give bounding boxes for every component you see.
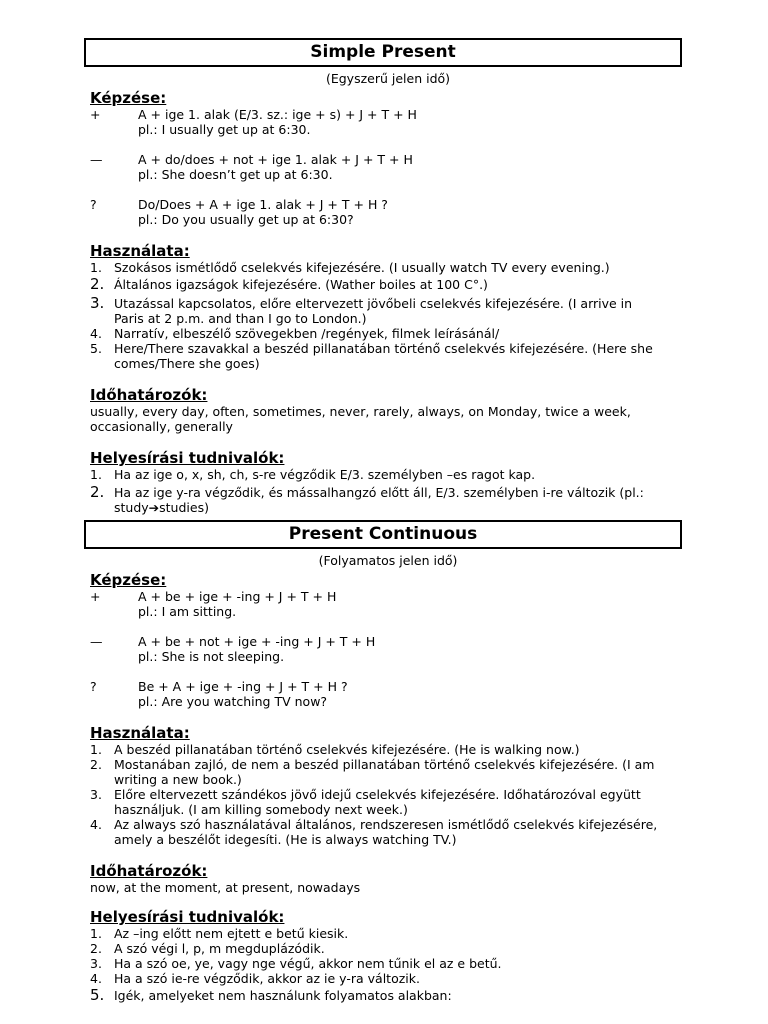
list-item: 1. Az –ing előtt nem ejtett e betű kiesik. — [90, 926, 349, 941]
formation-formula: Do/Does + A + ige 1. alak + J + T + H ? — [138, 197, 388, 212]
list-item: 3. Ha a szó oe, ye, vagy nge végű, akkor nem tűnik el az e betű. — [90, 956, 502, 971]
formation-row-negative — [90, 634, 686, 664]
formation-formula: Be + A + ige + -ing + J + T + H ? — [138, 679, 348, 694]
time-expressions-heading: Időhatározók: — [90, 862, 208, 880]
formation-symbol: — — [90, 152, 103, 167]
spelling-list — [90, 926, 686, 1003]
usage-list — [90, 742, 686, 847]
list-item: 2. Általános igazságok kifejezésére. (Wather boiles at 100 C°.) — [90, 275, 488, 293]
formation-row-question — [90, 197, 686, 227]
list-item: 2. A szó végi l, p, m megduplázódik. — [90, 941, 325, 956]
list-item: 2. Ha az ige y-ra végződik, és mássalhangzó előtt áll, E/3. személyben i-re változik (pl.: study➔studies) — [90, 483, 644, 515]
list-item: 1. A beszéd pillanatában történő cselekvés kifejezésére. (He is walking now.) — [90, 742, 580, 757]
formation-heading: Képzése: — [90, 571, 167, 589]
list-item: 4. Narratív, elbeszélő szövegekben /regények, filmek leírásánál/ — [90, 326, 500, 341]
section-subtitle-present-continuous: (Folyamatos jelen idő) — [318, 553, 458, 568]
list-item: 1. Szokásos ismétlődő cselekvés kifejezésére. (I usually watch TV every evening.) — [90, 260, 610, 275]
formation-row-positive — [90, 589, 686, 619]
formation-formula: A + ige 1. alak (E/3. sz.: ige + s) + J + T + H — [138, 107, 417, 122]
formation-symbol: + — [90, 107, 101, 122]
formation-example: pl.: Are you watching TV now? — [138, 694, 328, 709]
usage-list — [90, 260, 686, 371]
spelling-heading: Helyesírási tudnivalók: — [90, 908, 285, 926]
formation-row-question — [90, 679, 686, 709]
formation-formula: A + do/does + not + ige 1. alak + J + T + H — [138, 152, 413, 167]
formation-block — [90, 589, 686, 709]
list-item: 2. Mostanában zajló, de nem a beszéd pillanatában történő cselekvés kifejezésére. (I am writing a new book.) — [90, 757, 655, 787]
formation-symbol: ? — [90, 197, 97, 212]
list-item: 5. Igék, amelyeket nem használunk folyamatos alakban: — [90, 986, 452, 1004]
time-expressions: usually, every day, often, sometimes, never, rarely, always, on Monday, twice a week, occasionally, generally — [90, 404, 631, 434]
section-title-simple-present: Simple Present — [84, 38, 682, 67]
formation-formula: A + be + not + ige + -ing + J + T + H — [138, 634, 376, 649]
formation-symbol: — — [90, 634, 103, 649]
list-item: 3. Előre eltervezett szándékos jövő idejű cselekvés kifejezésére. Időhatározóval együtt használjuk. (I am killing somebody next week.) — [90, 787, 641, 817]
time-expressions-heading: Időhatározók: — [90, 386, 208, 404]
formation-block — [90, 107, 686, 227]
list-item: 4. Ha a szó ie-re végződik, akkor az ie y-ra változik. — [90, 971, 420, 986]
formation-example: pl.: She doesn’t get up at 6:30. — [138, 167, 333, 182]
spelling-list — [90, 467, 686, 515]
list-item: 4. Az always szó használatával általános, rendszeresen ismétlődő cselekvés kifejezésére, amely a beszélőt idegesíti. (He is always watching TV.) — [90, 817, 658, 847]
section-subtitle-simple-present: (Egyszerű jelen idő) — [325, 71, 451, 86]
section-title-present-continuous: Present Continuous — [84, 520, 682, 549]
list-item: 3. Utazással kapcsolatos, előre eltervezett jövőbeli cselekvés kifejezésére. (I arrive in Paris at 2 p.m. and than I go to London.) — [90, 294, 633, 326]
time-expressions: now, at the moment, at present, nowadays — [90, 880, 361, 895]
formation-example: pl.: I usually get up at 6:30. — [138, 122, 311, 137]
formation-example: pl.: I am sitting. — [138, 604, 237, 619]
formation-heading: Képzése: — [90, 89, 167, 107]
list-item: 5. Here/There szavakkal a beszéd pillanatában történő cselekvés kifejezésére. (Here she comes/There she goes) — [90, 341, 653, 371]
formation-symbol: + — [90, 589, 101, 604]
formation-row-negative — [90, 152, 686, 182]
list-item: 1. Ha az ige o, x, sh, ch, s-re végződik E/3. személyben –es ragot kap. — [90, 467, 536, 482]
spelling-heading: Helyesírási tudnivalók: — [90, 449, 285, 467]
formation-symbol: ? — [90, 679, 97, 694]
usage-heading: Használata: — [90, 242, 190, 260]
usage-heading: Használata: — [90, 724, 190, 742]
formation-example: pl.: Do you usually get up at 6:30? — [138, 212, 354, 227]
formation-formula: A + be + ige + -ing + J + T + H — [138, 589, 337, 604]
formation-row-positive — [90, 107, 686, 137]
formation-example: pl.: She is not sleeping. — [138, 649, 285, 664]
grammar-sheet — [90, 38, 686, 1003]
